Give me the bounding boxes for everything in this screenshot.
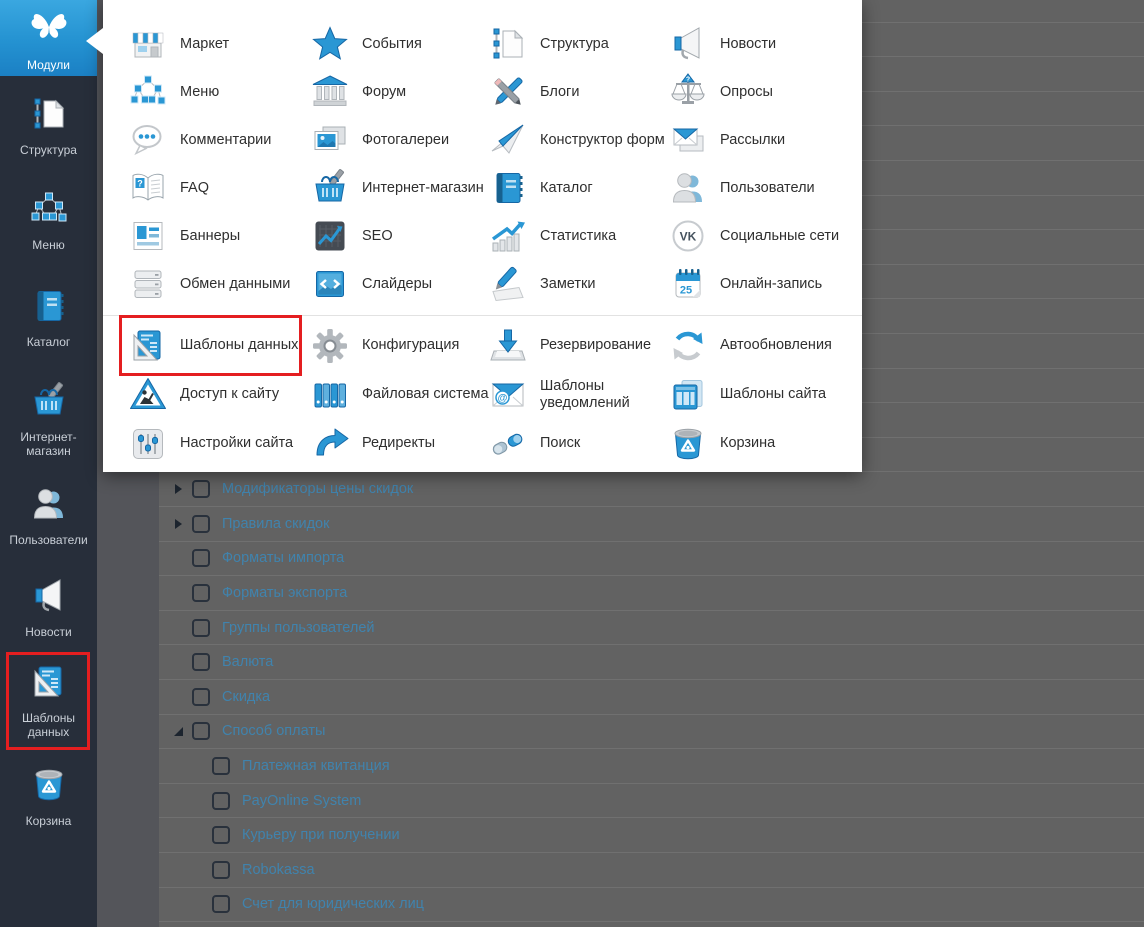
popup-section-admin-modules [103, 321, 862, 468]
module-item-label: Комментарии [180, 131, 272, 148]
calendar-icon [668, 264, 708, 304]
row-checkbox[interactable] [212, 861, 230, 879]
row-label[interactable]: Способ оплаты [222, 723, 326, 740]
row-checkbox[interactable] [192, 515, 210, 533]
sidebar-item-structure[interactable] [0, 80, 97, 172]
row-label[interactable]: Форматы импорта [222, 550, 345, 567]
module-item-data-exchange[interactable] [128, 260, 310, 308]
sidebar-item-users[interactable] [0, 472, 97, 560]
store-icon [128, 24, 168, 64]
banners-icon [128, 216, 168, 256]
module-item-online-booking[interactable] [668, 260, 862, 308]
sliders-icon [310, 264, 350, 304]
module-item-label: Каталог [540, 179, 593, 196]
star-icon [310, 24, 350, 64]
module-item-label: Структура [540, 35, 609, 52]
binoculars-icon [488, 424, 528, 464]
module-item-label: Конфигурация [362, 337, 460, 354]
roadsign-icon [128, 375, 168, 415]
expander-placeholder [194, 830, 203, 840]
table-row[interactable] [159, 853, 1144, 888]
module-item-structure[interactable] [488, 20, 668, 68]
expander-placeholder [174, 588, 183, 598]
row-label[interactable]: Правила скидок [222, 515, 330, 532]
svg-text:VK: VK [679, 229, 697, 244]
module-item-notification-templates[interactable] [488, 370, 668, 419]
mailing-icon [668, 120, 708, 160]
modules-popup [103, 0, 862, 472]
module-item-label: Опросы [720, 83, 773, 100]
module-item-polls[interactable] [668, 68, 862, 116]
photo-icon [310, 120, 350, 160]
sidebar [0, 0, 97, 927]
expander-placeholder [174, 657, 183, 667]
module-item-comments[interactable] [128, 116, 310, 164]
data-templates-icon [128, 326, 168, 366]
module-item-label: Файловая система [362, 386, 489, 403]
module-item-label: SEO [362, 227, 393, 244]
row-checkbox[interactable] [192, 653, 210, 671]
module-item-search[interactable] [488, 419, 668, 468]
module-item-label: Доступ к сайту [180, 386, 280, 403]
comments-icon [128, 120, 168, 160]
sidebar-item-news[interactable] [0, 562, 97, 654]
menu-icon [29, 189, 69, 234]
module-item-seo[interactable] [310, 212, 488, 260]
module-item-statistics[interactable] [488, 212, 668, 260]
polls-icon [668, 72, 708, 112]
module-item-label: Блоги [540, 83, 580, 100]
sidebar-item-online-store[interactable] [0, 368, 97, 472]
servers-icon [128, 264, 168, 304]
row-checkbox[interactable] [212, 826, 230, 844]
row-checkbox[interactable] [192, 688, 210, 706]
module-item-menu[interactable] [128, 68, 310, 116]
sidebar-item-label: Меню [32, 238, 65, 253]
module-item-users[interactable] [668, 164, 862, 212]
module-item-label: Пользователи [720, 179, 815, 196]
module-item-forum[interactable] [310, 68, 488, 116]
module-item-events[interactable] [310, 20, 488, 68]
sidebar-item-catalog[interactable] [0, 270, 97, 366]
module-item-market[interactable] [128, 20, 310, 68]
redirect-arrow-icon [310, 424, 350, 464]
refresh-icon [668, 326, 708, 366]
row-label[interactable]: PayOnline System [242, 792, 362, 809]
module-item-site-access[interactable] [128, 370, 310, 419]
module-item-label: Резервирование [540, 337, 652, 354]
module-item-label: Социальные сети [720, 227, 840, 244]
module-item-configuration[interactable] [310, 321, 488, 370]
expander-placeholder [194, 899, 203, 909]
settings-icon [128, 424, 168, 464]
row-checkbox[interactable] [212, 895, 230, 913]
module-item-label: Шаблоны данных [180, 337, 299, 354]
module-item-label: Рассылки [720, 131, 786, 148]
expander-placeholder [194, 761, 203, 771]
module-item-news[interactable] [668, 20, 862, 68]
binders-icon [310, 375, 350, 415]
module-item-label: События [362, 35, 422, 52]
expander-placeholder [174, 692, 183, 702]
module-item-banners[interactable] [128, 212, 310, 260]
module-item-label: Маркет [180, 35, 230, 52]
module-item-faq[interactable] [128, 164, 310, 212]
module-item-label: Заметки [540, 275, 596, 292]
module-item-data-templates[interactable] [128, 321, 310, 370]
popup-section-divider [103, 315, 862, 316]
row-checkbox[interactable] [212, 757, 230, 775]
blogs-icon [488, 72, 528, 112]
table-row[interactable] [159, 611, 1144, 646]
expander-placeholder [194, 796, 203, 806]
sidebar-item-label: Корзина [25, 814, 72, 829]
sidebar-item-modules[interactable] [0, 0, 97, 76]
row-label[interactable]: Robokassa [242, 861, 315, 878]
sidebar-item-data-templates[interactable] [0, 652, 97, 750]
users-icon [29, 484, 69, 529]
row-label[interactable]: Группы пользователей [222, 619, 375, 636]
notes-icon [488, 264, 528, 304]
row-label[interactable]: Курьеру при получении [242, 827, 400, 844]
row-label[interactable]: Форматы экспорта [222, 584, 348, 601]
table-row[interactable] [159, 818, 1144, 853]
structure-icon [488, 24, 528, 64]
module-item-label: FAQ [180, 179, 210, 196]
module-item-form-builder[interactable] [488, 116, 668, 164]
online-store-icon [310, 168, 350, 208]
expander-placeholder [194, 865, 203, 875]
site-templates-icon [668, 375, 708, 415]
module-item-site-templates[interactable] [668, 370, 862, 419]
butterfly-icon [26, 3, 72, 54]
table-row-empty [159, 922, 1144, 927]
table-row[interactable] [159, 749, 1144, 784]
svg-text:25: 25 [679, 284, 693, 297]
svg-text:?: ? [685, 76, 691, 84]
expander-placeholder [174, 623, 183, 633]
module-item-label: Интернет-магазин [362, 179, 484, 196]
online-store-icon [29, 381, 69, 426]
module-item-notes[interactable] [488, 260, 668, 308]
module-item-label: Новости [720, 35, 777, 52]
module-item-label: Меню [180, 83, 220, 100]
statistics-icon [488, 216, 528, 256]
module-item-label: Статистика [540, 227, 617, 244]
module-item-label: Слайдеры [362, 275, 433, 292]
expander-placeholder [174, 553, 183, 563]
svg-text:?: ? [137, 178, 143, 189]
module-item-catalog[interactable] [488, 164, 668, 212]
data-templates-icon [29, 662, 69, 707]
news-icon [668, 24, 708, 64]
svg-text:@: @ [497, 392, 508, 404]
row-label[interactable]: Валюта [222, 654, 274, 671]
row-label[interactable]: Скидка [222, 688, 271, 705]
table-row[interactable] [159, 576, 1144, 611]
row-checkbox[interactable] [212, 792, 230, 810]
module-item-social-networks[interactable] [668, 212, 862, 260]
table-row[interactable] [159, 715, 1144, 750]
seo-icon [310, 216, 350, 256]
module-item-photogalleries[interactable] [310, 116, 488, 164]
sidebar-item-label: Каталог [26, 335, 71, 350]
module-item-backup[interactable] [488, 321, 668, 370]
backup-icon [488, 326, 528, 366]
vk-icon [668, 216, 708, 256]
module-item-sliders[interactable] [310, 260, 488, 308]
table-row[interactable] [159, 645, 1144, 680]
sidebar-item-label: Пользователи [9, 533, 88, 548]
module-item-label: Настройки сайта [180, 435, 294, 452]
row-label[interactable]: Платежная квитанция [242, 757, 390, 774]
form-builder-icon [488, 120, 528, 160]
module-item-auto-updates[interactable] [668, 321, 862, 370]
popup-arrow [86, 28, 103, 54]
row-checkbox[interactable] [192, 584, 210, 602]
sidebar-item-label: Модули [27, 58, 70, 73]
gear-icon [310, 326, 350, 366]
module-item-file-system[interactable] [310, 370, 488, 419]
module-item-site-settings[interactable] [128, 419, 310, 468]
row-checkbox[interactable] [192, 480, 210, 498]
sidebar-item-menu[interactable] [0, 174, 97, 268]
row-checkbox[interactable] [192, 619, 210, 637]
structure-icon [29, 94, 69, 139]
module-item-redirects[interactable] [310, 419, 488, 468]
table-row[interactable] [159, 680, 1144, 715]
module-item-label: Поиск [540, 435, 581, 452]
row-label[interactable]: Счет для юридических лиц [242, 896, 424, 913]
table-row[interactable] [159, 507, 1144, 542]
sidebar-item-label: Шаблоны данных [21, 711, 76, 739]
users-icon [668, 168, 708, 208]
sidebar-item-label: Структура [20, 143, 77, 158]
news-icon [29, 576, 69, 621]
sidebar-item-label: Интернет-магазин [20, 430, 77, 458]
module-item-label: Обмен данными [180, 275, 291, 292]
trash-icon [668, 424, 708, 464]
table-row[interactable] [159, 784, 1144, 819]
tree-collapsed-icon[interactable] [174, 484, 183, 494]
module-item-label: Редиректы [362, 435, 436, 452]
table-row[interactable] [159, 888, 1144, 923]
popup-section-content-modules [103, 20, 862, 308]
module-item-trash[interactable] [668, 419, 862, 468]
module-item-online-store[interactable] [310, 164, 488, 212]
module-item-label: Форум [362, 83, 407, 100]
faq-icon [128, 168, 168, 208]
catalog-icon [29, 286, 69, 331]
row-checkbox[interactable] [192, 722, 210, 740]
module-item-label: Корзина [720, 435, 776, 452]
row-checkbox[interactable] [192, 549, 210, 567]
module-item-label: Шаблоны уведомлений [540, 377, 630, 411]
module-item-label: Фотогалереи [362, 131, 450, 148]
trash-icon [29, 765, 69, 810]
module-item-blogs[interactable] [488, 68, 668, 116]
mail-at-icon [488, 375, 528, 415]
tree-collapsed-icon[interactable] [174, 519, 183, 529]
row-label[interactable]: Модификаторы цены скидок [222, 481, 414, 498]
module-item-label: Конструктор форм [540, 131, 665, 148]
catalog-icon [488, 168, 528, 208]
module-item-label: Баннеры [180, 227, 241, 244]
module-item-label: Шаблоны сайта [720, 386, 827, 403]
menu-icon [128, 72, 168, 112]
forum-icon [310, 72, 350, 112]
table-row[interactable] [159, 542, 1144, 577]
table-row[interactable] [159, 472, 1144, 507]
sidebar-item-trash[interactable] [0, 752, 97, 842]
module-item-label: Автообновления [720, 337, 832, 354]
sidebar-item-label: Новости [25, 625, 72, 640]
module-item-label: Онлайн-запись [720, 275, 823, 292]
tree-expanded-icon[interactable] [174, 726, 183, 736]
module-item-mailing[interactable] [668, 116, 862, 164]
